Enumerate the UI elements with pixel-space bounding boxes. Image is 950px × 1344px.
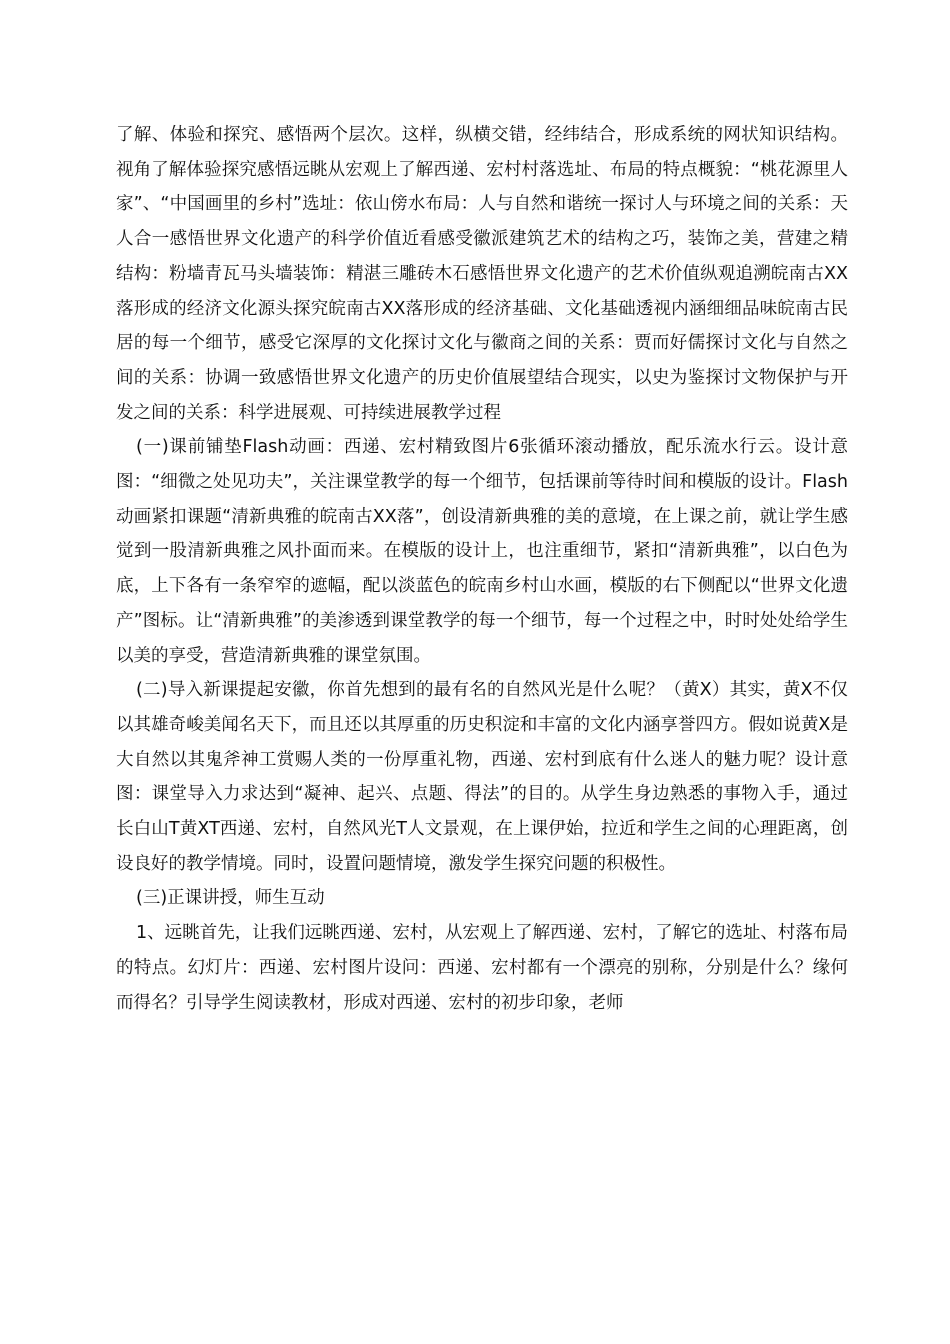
paragraph-pre-class-intro: (一)课前铺垫Flash动画：西递、宏村精致图片6张循环滚动播放，配乐流水行云。设计意图：“细微之处见功夫”，关注课堂教学的每一个细节，包括课前等待时间和模版的设计。Flash动画紧扣课题“清新典雅的皖南古XX落”，创设清新典雅的美的意境，在上课之前，就让学生感觉到一股清新典雅之风扑面而来。在模版的设计上，也注重细节，紧扣“清新典雅”，以白色为底，上下各有一条窄窄的遮幅，配以淡蓝色的皖南乡村山水画，模版的右下侧配以“世界文化遗产”图标。让“清新典雅”的美渗透到课堂教学的每一个细节，每一个过程之中，时时处处给学生以美的享受，营造清新典雅的课堂氛围。 — [116, 437, 848, 666]
paragraph-continuation: 了解、体验和探究、感悟两个层次。这样，纵横交错，经纬结合，形成系统的网状知识结构。视角了解体验探究感悟远眺从宏观上了解西递、宏村村落选址、布局的特点概貌：“桃花源里人家”、“中国画里的乡村”选址：依山傍水布局：人与自然和谐统一探讨人与环境之间的关系：天人合一感悟世界文化遗产的科学价值近看感受徽派建筑艺术的结构之巧，装饰之美，营建之精结构：粉墙青瓦马头墙装饰：精湛三雕砖木石感悟世界文化遗产的艺术价值纵观追溯皖南古XX落形成的经济文化源头探究皖南古XX落形成的经济基础、文化基础透视内涵细细品味皖南古民居的每一个细节，感受它深厚的文化探讨文化与徽商之间的关系：贾而好儒探讨文化与自然之间的关系：协调一致感悟世界文化遗产的历史价值展望结合现实，以史为鉴探讨文物保护与开发之间的关系：科学进展观、可持续进展教学过程 — [116, 125, 848, 423]
paragraph-new-lesson-intro: (二)导入新课提起安徽，你首先想到的最有名的自然风光是什么呢？（黄X）其实，黄X不仅以其雄奇峻美闻名天下，而且还以其厚重的历史积淀和丰富的文化内涵享誉四方。假如说黄X是大自然以其鬼斧神工赏赐人类的一份厚重礼物，西递、宏村到底有什么迷人的魅力呢？设计意图：课堂导入力求达到“凝神、起兴、点题、得法”的目的。从学生身边熟悉的事物入手，通过长白山T黄XT西递、宏村，自然风光T人文景观，在上课伊始，拉近和学生之间的心理距离，创设良好的教学情境。同时，设置问题情境，激发学生探究问题的积极性。 — [116, 680, 848, 874]
paragraph-overview: 1、远眺首先，让我们远眺西递、宏村，从宏观上了解西递、宏村，了解它的选址、村落布局的特点。幻灯片：西递、宏村图片设问：西递、宏村都有一个漂亮的别称，分别是什么？缘何而得名？引导学生阅读教材，形成对西递、宏村的初步印象，老师 — [116, 923, 848, 1013]
paragraph-section-heading: (三)正课讲授，师生互动 — [136, 888, 325, 909]
document-body — [116, 118, 848, 1020]
